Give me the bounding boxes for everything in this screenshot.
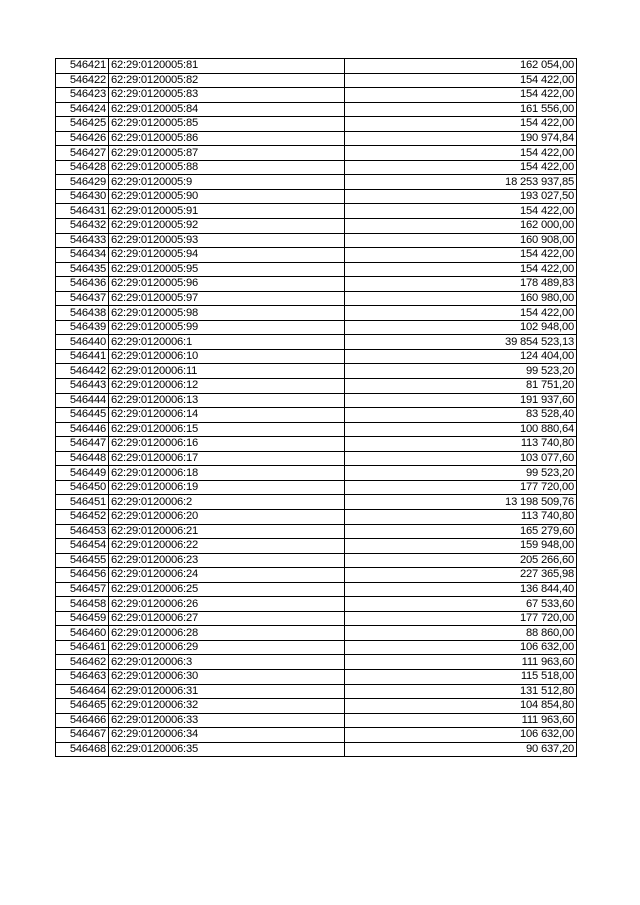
row-number-cell: 546461 bbox=[56, 640, 109, 655]
cadastral-number-cell: 62:29:0120006:20 bbox=[109, 509, 345, 524]
cadastral-value-cell: 165 279,60 bbox=[345, 524, 577, 539]
table-row bbox=[56, 684, 577, 699]
table-row bbox=[56, 233, 577, 248]
table-row bbox=[56, 204, 577, 219]
cadastral-number-cell: 62:29:0120006:26 bbox=[109, 597, 345, 612]
table-row bbox=[56, 626, 577, 641]
row-number-cell: 546434 bbox=[56, 248, 109, 263]
cadastral-value-cell: 124 404,00 bbox=[345, 349, 577, 364]
row-number-cell: 546439 bbox=[56, 320, 109, 335]
cadastral-value-cell: 154 422,00 bbox=[345, 262, 577, 277]
table-row bbox=[56, 568, 577, 583]
table-row bbox=[56, 480, 577, 495]
cadastral-number-cell: 62:29:0120006:19 bbox=[109, 480, 345, 495]
table-row bbox=[56, 320, 577, 335]
table-row bbox=[56, 509, 577, 524]
row-number-cell: 546431 bbox=[56, 204, 109, 219]
cadastral-value-cell: 154 422,00 bbox=[345, 204, 577, 219]
row-number-cell: 546450 bbox=[56, 480, 109, 495]
row-number-cell: 546443 bbox=[56, 379, 109, 394]
cadastral-number-cell: 62:29:0120005:95 bbox=[109, 262, 345, 277]
cadastral-value-cell: 106 632,00 bbox=[345, 640, 577, 655]
row-number-cell: 546455 bbox=[56, 553, 109, 568]
cadastral-number-cell: 62:29:0120006:25 bbox=[109, 582, 345, 597]
cadastral-value-cell: 83 528,40 bbox=[345, 408, 577, 423]
table-row bbox=[56, 451, 577, 466]
cadastral-value-cell: 90 637,20 bbox=[345, 742, 577, 757]
cadastral-value-cell: 131 512,80 bbox=[345, 684, 577, 699]
row-number-cell: 546464 bbox=[56, 684, 109, 699]
cadastral-value-cell: 159 948,00 bbox=[345, 539, 577, 554]
cadastral-number-cell: 62:29:0120005:94 bbox=[109, 248, 345, 263]
row-number-cell: 546466 bbox=[56, 713, 109, 728]
table-row bbox=[56, 146, 577, 161]
cadastral-number-cell: 62:29:0120005:88 bbox=[109, 160, 345, 175]
cadastral-value-cell: 113 740,80 bbox=[345, 509, 577, 524]
cadastral-value-cell: 113 740,80 bbox=[345, 437, 577, 452]
table-row bbox=[56, 219, 577, 234]
cadastral-number-cell: 62:29:0120005:9 bbox=[109, 175, 345, 190]
cadastral-value-cell: 162 000,00 bbox=[345, 219, 577, 234]
row-number-cell: 546428 bbox=[56, 160, 109, 175]
row-number-cell: 546430 bbox=[56, 189, 109, 204]
row-number-cell: 546427 bbox=[56, 146, 109, 161]
cadastral-value-cell: 154 422,00 bbox=[345, 306, 577, 321]
cadastral-number-cell: 62:29:0120005:90 bbox=[109, 189, 345, 204]
cadastral-number-cell: 62:29:0120006:2 bbox=[109, 495, 345, 510]
row-number-cell: 546453 bbox=[56, 524, 109, 539]
row-number-cell: 546457 bbox=[56, 582, 109, 597]
table-row bbox=[56, 742, 577, 757]
row-number-cell: 546445 bbox=[56, 408, 109, 423]
row-number-cell: 546465 bbox=[56, 699, 109, 714]
table-row bbox=[56, 88, 577, 103]
cadastral-number-cell: 62:29:0120005:99 bbox=[109, 320, 345, 335]
cadastral-value-cell: 154 422,00 bbox=[345, 88, 577, 103]
row-number-cell: 546451 bbox=[56, 495, 109, 510]
cadastral-value-cell: 102 948,00 bbox=[345, 320, 577, 335]
cadastral-number-cell: 62:29:0120006:14 bbox=[109, 408, 345, 423]
table-row bbox=[56, 277, 577, 292]
cadastral-value-cell: 100 880,64 bbox=[345, 422, 577, 437]
cadastral-value-cell: 67 533,60 bbox=[345, 597, 577, 612]
cadastral-number-cell: 62:29:0120006:10 bbox=[109, 349, 345, 364]
row-number-cell: 546447 bbox=[56, 437, 109, 452]
cadastral-number-cell: 62:29:0120006:12 bbox=[109, 379, 345, 394]
table-row bbox=[56, 248, 577, 263]
cadastral-number-cell: 62:29:0120005:83 bbox=[109, 88, 345, 103]
cadastral-number-cell: 62:29:0120006:31 bbox=[109, 684, 345, 699]
table-row bbox=[56, 189, 577, 204]
row-number-cell: 546441 bbox=[56, 349, 109, 364]
cadastral-value-cell: 99 523,20 bbox=[345, 364, 577, 379]
row-number-cell: 546458 bbox=[56, 597, 109, 612]
cadastral-number-cell: 62:29:0120006:33 bbox=[109, 713, 345, 728]
table-row bbox=[56, 728, 577, 743]
table-row bbox=[56, 175, 577, 190]
row-number-cell: 546444 bbox=[56, 393, 109, 408]
table-row bbox=[56, 335, 577, 350]
cadastral-value-cell: 111 963,60 bbox=[345, 655, 577, 670]
table-body bbox=[56, 59, 577, 757]
table-row bbox=[56, 306, 577, 321]
row-number-cell: 546446 bbox=[56, 422, 109, 437]
row-number-cell: 546442 bbox=[56, 364, 109, 379]
cadastral-value-cell: 13 198 509,76 bbox=[345, 495, 577, 510]
cadastral-value-cell: 81 751,20 bbox=[345, 379, 577, 394]
cadastral-value-table bbox=[55, 58, 577, 757]
cadastral-value-cell: 154 422,00 bbox=[345, 73, 577, 88]
row-number-cell: 546456 bbox=[56, 568, 109, 583]
cadastral-number-cell: 62:29:0120005:96 bbox=[109, 277, 345, 292]
cadastral-value-cell: 154 422,00 bbox=[345, 146, 577, 161]
cadastral-number-cell: 62:29:0120006:16 bbox=[109, 437, 345, 452]
row-number-cell: 546426 bbox=[56, 131, 109, 146]
cadastral-value-cell: 160 908,00 bbox=[345, 233, 577, 248]
cadastral-number-cell: 62:29:0120006:23 bbox=[109, 553, 345, 568]
cadastral-number-cell: 62:29:0120005:93 bbox=[109, 233, 345, 248]
cadastral-number-cell: 62:29:0120006:24 bbox=[109, 568, 345, 583]
cadastral-value-cell: 154 422,00 bbox=[345, 160, 577, 175]
table-row bbox=[56, 611, 577, 626]
cadastral-number-cell: 62:29:0120005:84 bbox=[109, 102, 345, 117]
cadastral-number-cell: 62:29:0120006:34 bbox=[109, 728, 345, 743]
cadastral-number-cell: 62:29:0120006:32 bbox=[109, 699, 345, 714]
row-number-cell: 546422 bbox=[56, 73, 109, 88]
table-row bbox=[56, 131, 577, 146]
cadastral-number-cell: 62:29:0120006:29 bbox=[109, 640, 345, 655]
cadastral-number-cell: 62:29:0120006:13 bbox=[109, 393, 345, 408]
cadastral-number-cell: 62:29:0120006:17 bbox=[109, 451, 345, 466]
cadastral-number-cell: 62:29:0120006:30 bbox=[109, 669, 345, 684]
table-row bbox=[56, 669, 577, 684]
table-row bbox=[56, 291, 577, 306]
table-row bbox=[56, 364, 577, 379]
cadastral-number-cell: 62:29:0120006:11 bbox=[109, 364, 345, 379]
table-row bbox=[56, 102, 577, 117]
row-number-cell: 546454 bbox=[56, 539, 109, 554]
row-number-cell: 546448 bbox=[56, 451, 109, 466]
row-number-cell: 546421 bbox=[56, 59, 109, 74]
table-row bbox=[56, 495, 577, 510]
cadastral-number-cell: 62:29:0120005:85 bbox=[109, 117, 345, 132]
row-number-cell: 546436 bbox=[56, 277, 109, 292]
cadastral-number-cell: 62:29:0120006:3 bbox=[109, 655, 345, 670]
row-number-cell: 546462 bbox=[56, 655, 109, 670]
table-row bbox=[56, 262, 577, 277]
row-number-cell: 546429 bbox=[56, 175, 109, 190]
cadastral-value-cell: 177 720,00 bbox=[345, 480, 577, 495]
table-row bbox=[56, 422, 577, 437]
row-number-cell: 546460 bbox=[56, 626, 109, 641]
row-number-cell: 546467 bbox=[56, 728, 109, 743]
row-number-cell: 546438 bbox=[56, 306, 109, 321]
row-number-cell: 546463 bbox=[56, 669, 109, 684]
table-row bbox=[56, 539, 577, 554]
cadastral-value-cell: 178 489,83 bbox=[345, 277, 577, 292]
cadastral-value-cell: 160 980,00 bbox=[345, 291, 577, 306]
table-row bbox=[56, 597, 577, 612]
cadastral-value-cell: 161 556,00 bbox=[345, 102, 577, 117]
cadastral-value-cell: 103 077,60 bbox=[345, 451, 577, 466]
table-row bbox=[56, 379, 577, 394]
table-row bbox=[56, 349, 577, 364]
cadastral-number-cell: 62:29:0120006:27 bbox=[109, 611, 345, 626]
table-row bbox=[56, 393, 577, 408]
cadastral-number-cell: 62:29:0120006:15 bbox=[109, 422, 345, 437]
table-row bbox=[56, 117, 577, 132]
row-number-cell: 546435 bbox=[56, 262, 109, 277]
cadastral-value-cell: 177 720,00 bbox=[345, 611, 577, 626]
table-row bbox=[56, 699, 577, 714]
cadastral-value-cell: 111 963,60 bbox=[345, 713, 577, 728]
row-number-cell: 546452 bbox=[56, 509, 109, 524]
row-number-cell: 546433 bbox=[56, 233, 109, 248]
table-row bbox=[56, 640, 577, 655]
cadastral-value-cell: 39 854 523,13 bbox=[345, 335, 577, 350]
table-row bbox=[56, 408, 577, 423]
cadastral-number-cell: 62:29:0120006:21 bbox=[109, 524, 345, 539]
cadastral-value-cell: 190 974,84 bbox=[345, 131, 577, 146]
cadastral-value-cell: 104 854,80 bbox=[345, 699, 577, 714]
table-row bbox=[56, 713, 577, 728]
cadastral-number-cell: 62:29:0120005:87 bbox=[109, 146, 345, 161]
row-number-cell: 546424 bbox=[56, 102, 109, 117]
cadastral-value-cell: 154 422,00 bbox=[345, 248, 577, 263]
cadastral-number-cell: 62:29:0120005:82 bbox=[109, 73, 345, 88]
table-row bbox=[56, 582, 577, 597]
row-number-cell: 546423 bbox=[56, 88, 109, 103]
table-row bbox=[56, 437, 577, 452]
cadastral-value-cell: 205 266,60 bbox=[345, 553, 577, 568]
row-number-cell: 546449 bbox=[56, 466, 109, 481]
table-row bbox=[56, 553, 577, 568]
cadastral-number-cell: 62:29:0120005:92 bbox=[109, 219, 345, 234]
cadastral-number-cell: 62:29:0120005:98 bbox=[109, 306, 345, 321]
cadastral-value-cell: 18 253 937,85 bbox=[345, 175, 577, 190]
table-row bbox=[56, 466, 577, 481]
cadastral-value-cell: 227 365,98 bbox=[345, 568, 577, 583]
cadastral-value-cell: 115 518,00 bbox=[345, 669, 577, 684]
cadastral-value-cell: 191 937,60 bbox=[345, 393, 577, 408]
cadastral-number-cell: 62:29:0120005:97 bbox=[109, 291, 345, 306]
cadastral-value-cell: 88 860,00 bbox=[345, 626, 577, 641]
row-number-cell: 546468 bbox=[56, 742, 109, 757]
cadastral-value-cell: 193 027,50 bbox=[345, 189, 577, 204]
cadastral-value-cell: 99 523,20 bbox=[345, 466, 577, 481]
cadastral-value-cell: 162 054,00 bbox=[345, 59, 577, 74]
cadastral-number-cell: 62:29:0120005:86 bbox=[109, 131, 345, 146]
row-number-cell: 546440 bbox=[56, 335, 109, 350]
row-number-cell: 546437 bbox=[56, 291, 109, 306]
cadastral-value-cell: 106 632,00 bbox=[345, 728, 577, 743]
table-row bbox=[56, 655, 577, 670]
table-row bbox=[56, 160, 577, 175]
cadastral-number-cell: 62:29:0120005:81 bbox=[109, 59, 345, 74]
table-row bbox=[56, 73, 577, 88]
table-row bbox=[56, 59, 577, 74]
row-number-cell: 546459 bbox=[56, 611, 109, 626]
cadastral-number-cell: 62:29:0120006:28 bbox=[109, 626, 345, 641]
cadastral-value-cell: 154 422,00 bbox=[345, 117, 577, 132]
table-row bbox=[56, 524, 577, 539]
cadastral-number-cell: 62:29:0120006:18 bbox=[109, 466, 345, 481]
cadastral-number-cell: 62:29:0120006:35 bbox=[109, 742, 345, 757]
cadastral-number-cell: 62:29:0120005:91 bbox=[109, 204, 345, 219]
cadastral-value-cell: 136 844,40 bbox=[345, 582, 577, 597]
cadastral-number-cell: 62:29:0120006:22 bbox=[109, 539, 345, 554]
cadastral-number-cell: 62:29:0120006:1 bbox=[109, 335, 345, 350]
row-number-cell: 546432 bbox=[56, 219, 109, 234]
row-number-cell: 546425 bbox=[56, 117, 109, 132]
